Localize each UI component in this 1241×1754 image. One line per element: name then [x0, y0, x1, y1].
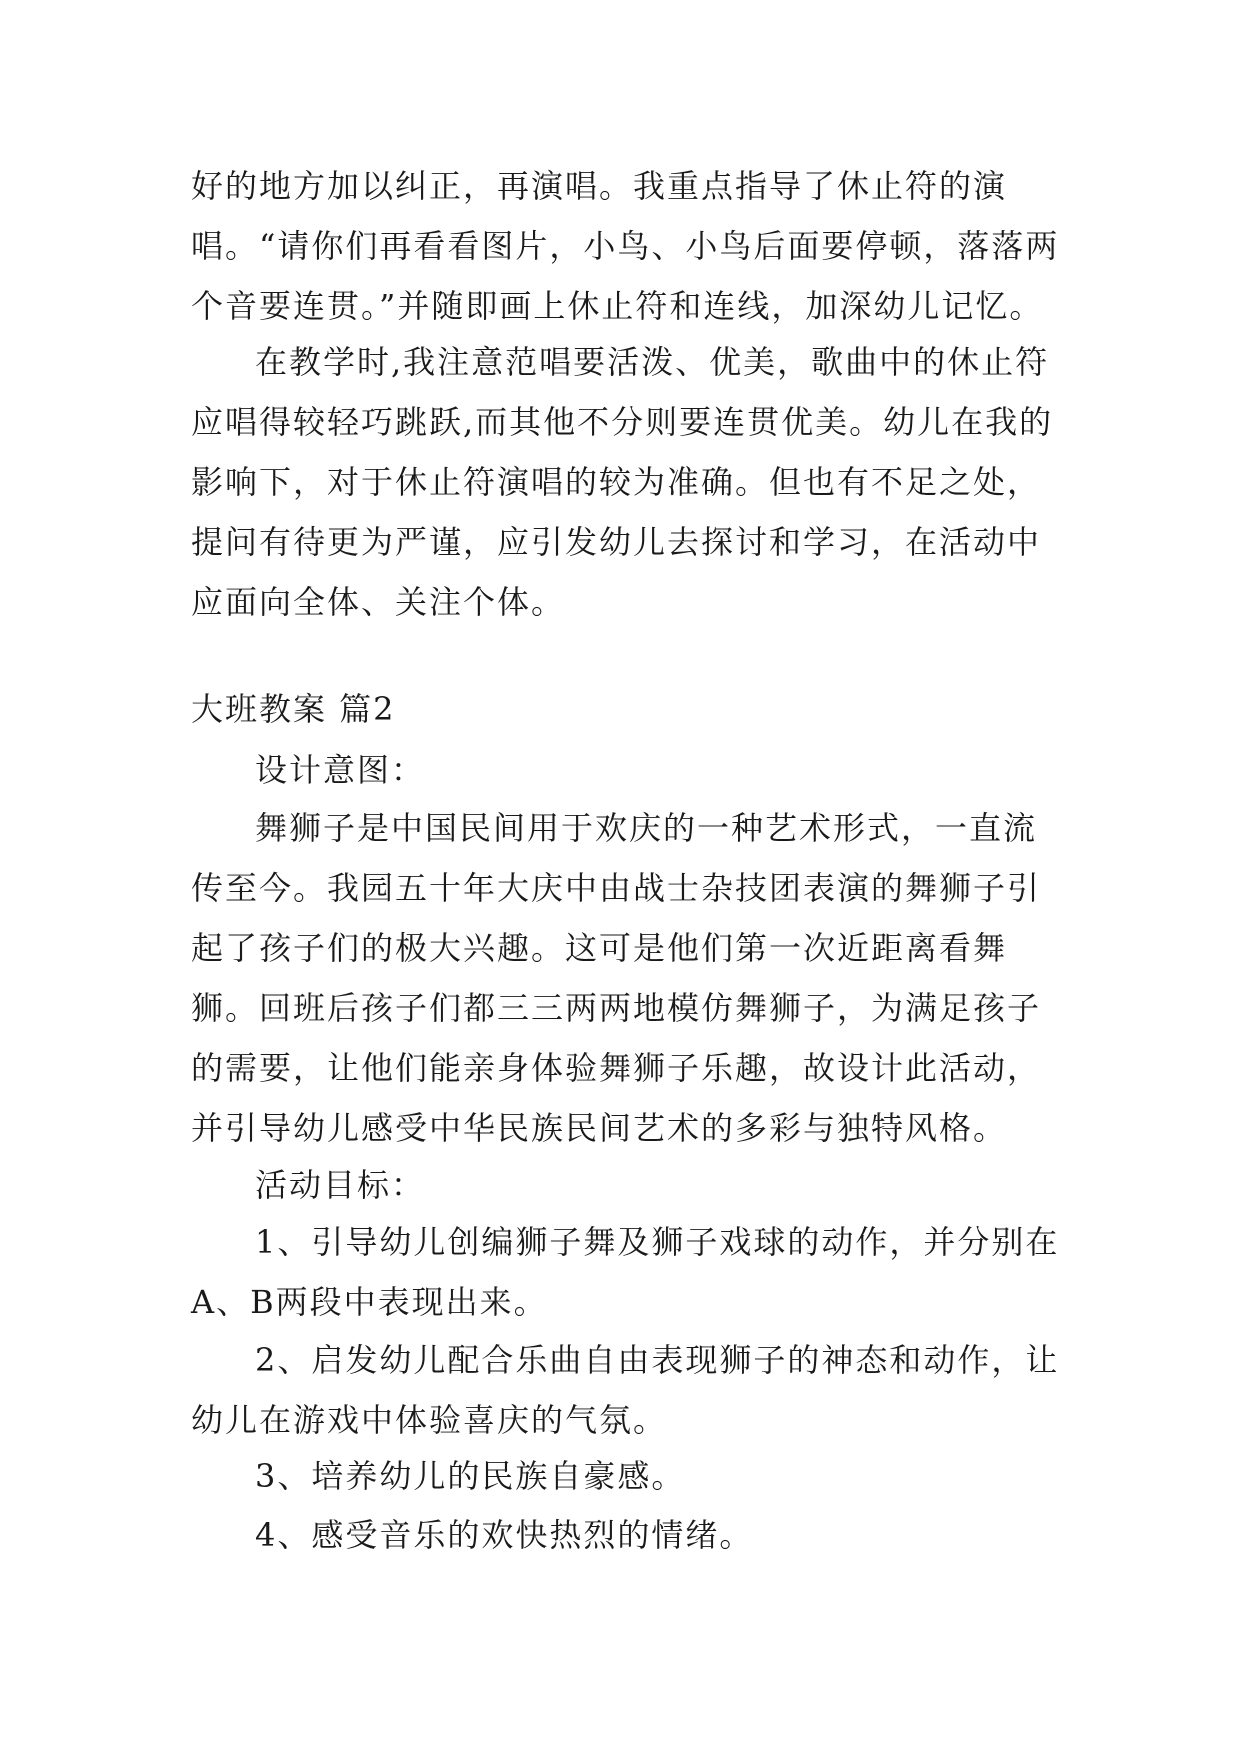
- activity-goals-label: 活动目标：: [255, 1166, 426, 1204]
- goal-item-4: 4、感受音乐的欢快热烈的情绪。: [255, 1516, 754, 1554]
- design-intent-label: 设计意图：: [255, 751, 426, 789]
- paragraph-continued: 好的地方加以纠正，再演唱。我重点指导了休止符的演唱。“请你们再看看图片，小鸟、小鸟后面要停顿，落落两个音要连贯。”并随即画上休止符和连线，加深幼儿记忆。: [191, 167, 1060, 325]
- goal-item-1: 1、引导幼儿创编狮子舞及狮子戏球的动作，并分别在A、B两段中表现出来。: [191, 1223, 1060, 1321]
- design-intent-paragraph: 舞狮子是中国民间用于欢庆的一种艺术形式，一直流传至今。我园五十年大庆中由战士杂技团表演的舞狮子引起了孩子们的极大兴趣。这可是他们第一次近距离看舞狮。回班后孩子们都三三两两地模仿舞狮子，为满足孩子的需要，让他们能亲身体验舞狮子乐趣，故设计此活动，并引导幼儿感受中华民族民间艺术的多彩与独特风格。: [191, 809, 1042, 1147]
- paragraph-teaching-reflection: 在教学时,我注意范唱要活泼、优美，歌曲中的休止符应唱得较轻巧跳跃,而其他不分则要连贯优美。幼儿在我的影响下，对于休止符演唱的较为准确。但也有不足之处，提问有待更为严谨，应引发幼儿去探讨和学习，在活动中应面向全体、关注个体。: [191, 343, 1054, 621]
- section-title: 大班教案 篇2: [191, 690, 396, 728]
- goal-item-3: 3、培养幼儿的民族自豪感。: [255, 1457, 686, 1495]
- goal-item-2: 2、启发幼儿配合乐曲自由表现狮子的神态和动作，让幼儿在游戏中体验喜庆的气氛。: [191, 1341, 1060, 1439]
